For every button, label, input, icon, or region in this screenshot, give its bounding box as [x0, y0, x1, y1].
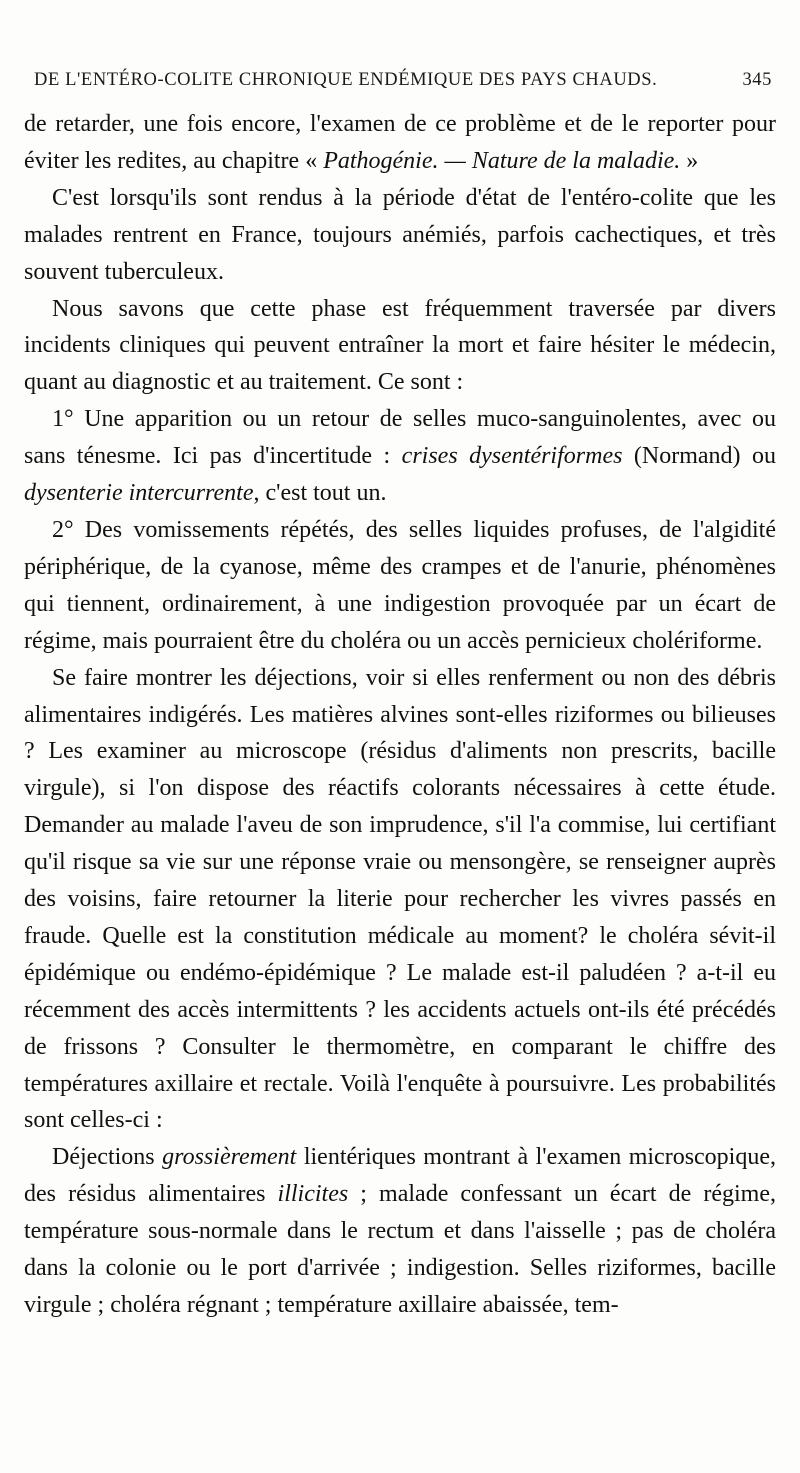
paragraph-2: C'est lorsqu'ils sont rendus à la période d'état de l'entéro-colite que les malades rentrent en France, toujours anémiés, parfois cachectiques, et très souvent tuberculeux. [24, 184, 776, 285]
paragraph-1 [24, 106, 776, 180]
paragraph-3: Nous savons que cette phase est fréquemment traversée par divers incidents cliniques qui peuvent entraîner la mort et faire hésiter le médecin, quant au diagnostic et au traitement. Ce sont : [24, 295, 776, 396]
paragraph-7-text-e: ; malade confessant un écart de régime, température sous-normale dans le rectum et dans l'aisselle ; pas de choléra dans la colonie ou le port d'arrivée ; indigestion. Selles riziformes, bacille virgule ; choléra régnant ; température axillaire abaissée, tem- [24, 1181, 776, 1318]
paragraph-1-text-a: de retarder, une fois encore, l'examen de ce problème et de le reporter pour éviter les redites, au chapitre « [24, 111, 776, 174]
paragraph-1-text-c: » [680, 147, 699, 174]
page-number: 345 [742, 70, 772, 90]
term-grossierement: grossièrement [162, 1144, 297, 1171]
paragraph-7 [24, 1139, 776, 1324]
body-text [24, 106, 776, 1324]
paragraph-4 [24, 401, 776, 512]
paragraph-5: 2° Des vomissements répétés, des selles liquides profuses, de l'algidité périphérique, de la cyanose, même des crampes et de l'anurie, phénomènes qui tiennent, ordinairement, à une indigestion provoquée par un écart de régime, mais pourraient être du choléra ou un accès pernicieux cholériforme. [24, 516, 776, 654]
term-illicites: illicites [277, 1181, 349, 1208]
paragraph-4-text-c: (Normand) ou [622, 443, 776, 470]
paragraph-4-text-a: 1° Une apparition ou un retour de selles muco-sanguinolentes, avec ou sans ténesme. Ici pas d'incertitude : [24, 406, 776, 470]
paragraph-6: Se faire montrer les déjections, voir si elles renferment ou non des débris alimentaires indigérés. Les matières alvines sont-elles riziformes ou bilieuses ? Les examiner au microscope (résidus d'aliments non prescrits, bacille virgule), si l'on dispose des réactifs colorants nécessaires à cette étude. Demander au malade l'aveu de son imprudence, s'il l'a commise, lui certifiant qu'il risque sa vie sur une réponse vraie ou mensongère, se renseigner auprès des voisins, faire retourner la literie pour rechercher les vivres passés en fraude. Quelle est la constitution médicale au moment? le choléra sévit-il épidémique ou endémo-épidémique ? Le malade est-il paludéen ? a-t-il eu récemment des accès intermittents ? les accidents actuels ont-ils été précédés de frissons ? Consulter le thermomètre, en comparant le chiffre des températures axillaire et rectale. Voilà l'enquête à poursuivre. Les probabilités sont celles-ci : [24, 664, 776, 1134]
section-reference: Pathogénie. — Nature de la maladie. [323, 147, 681, 174]
paragraph-7-text-a: Déjections [52, 1144, 163, 1171]
running-title: DE L'ENTÉRO-COLITE CHRONIQUE ENDÉMIQUE DES PAYS CHAUDS. [34, 70, 658, 90]
paragraph-4-text-e: , c'est tout un. [253, 480, 387, 507]
term-dysenterie-intercurrente: dysenterie intercurrente [24, 480, 254, 507]
running-head [34, 70, 772, 91]
paragraph-7-text-c: lientériques montrant à l'examen microscopique, des résidus alimentaires [24, 1144, 777, 1208]
term-crises-dysenteriformes: crises dysentériformes [401, 443, 623, 470]
